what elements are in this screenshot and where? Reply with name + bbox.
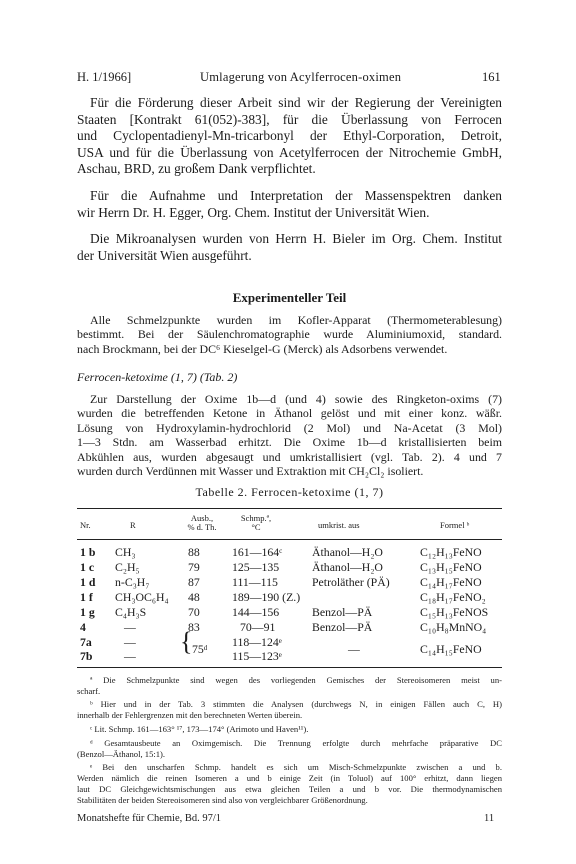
footnote-line: innerhalb der Fehlergrenzen mit den berechneten Werten überein. [77,710,303,720]
cell-mp: 189—190 (Z.) [232,590,301,604]
text-line: wurden die betreffenden Ketone in Äthanol gelöst und mit einer konz. wäßr. [77,406,502,421]
cell-mp-7b: 115—123ᵉ [232,649,282,663]
subsection-heading: Ferrocen-ketoxime (1, 7) (Tab. 2) [77,370,238,384]
cell-nr: 1 g [80,605,95,619]
footnote-line: ᶜ Lit. Schmp. 161—163° ¹⁷, 173—174° (Arimoto und Haven¹¹). [90,724,309,734]
header-solvent: umkrist. aus [318,520,360,530]
cell-r: CH₃OC₆H₄ [115,590,169,604]
running-header-title: Umlagerung von Acylferrocen-oximen [200,70,402,84]
text-line: Die Mikroanalysen wurden von Herrn H. Bieler im Org. Chem. Institut [90,231,502,246]
header-mp [226,514,286,532]
cell-formula: C₁₄H₁₇FeNO [420,575,482,589]
footnote-line: (Benzol—Äthanol, 15:1). [77,749,166,759]
footnote-line: ᵉ Bei den unscharfen Schmp. handelt es sich um Misch-Schmelzpunkte zwischen a und b. [90,762,502,772]
cell-nr: 1 b [80,545,96,559]
header-nr: Nr. [80,520,91,530]
footnote-b [77,699,502,721]
cell-mp-7a: 118—124ᵉ [232,635,282,649]
cell-yield: 87 [188,575,200,589]
cell-formula-7: C₁₄H₁₅FeNO [420,642,482,656]
cell-nr: 1 c [80,560,95,574]
cell-r: n-C₃H₇ [115,575,150,589]
cell-formula: C₁₈H₁₇FeNO₂ [420,590,486,604]
ack-paragraph-2 [77,188,502,221]
ack-paragraph-1 [77,95,502,178]
cell-formula: C₁₅H₁₃FeNOS [420,605,489,619]
footnote-line: ᵈ Gesamtausbeute an Oximgemisch. Die Trennung erfolgte durch mehrfache präparative DC [90,738,502,748]
table-header-rule [77,539,502,540]
cell-nr-7a: 7a [80,635,92,649]
cell-solvent: Äthanol—H₂O [312,560,383,574]
text-line: Staaten [Kontrakt 61(052)-383], für die Überlassung von Ferrocen [77,111,502,127]
cell-solvent: Äthanol—H₂O [312,545,383,559]
procedure-paragraph [77,392,502,478]
footnote-a [77,675,502,697]
ack-paragraph-3 [77,231,502,264]
cell-mp: 111—115 [232,575,278,589]
text-line: Für die Förderung dieser Arbeit sind wir der Regierung der Vereinigten [90,95,502,110]
cell-nr: 1 f [80,590,93,604]
footnote-line: ª Die Schmelzpunkte sind wegen des vorliegenden Gemisches der Stereoisomeren meist un- [90,675,502,685]
table-bottom-rule [77,667,502,668]
footnote-line: Stabilitäten der beiden Stereoisomeren sind also von vergleichbarer Größenordnung. [77,795,368,805]
header-yield [180,514,224,532]
footnote-d [77,738,502,760]
footnote-c [77,724,502,735]
cell-formula: C₁₃H₁₅FeNO [420,560,482,574]
cell-mp: 161—164ᶜ [232,545,283,559]
footnote-line: ᵇ Hier und in der Tab. 3 stimmten die Analysen (durchwegs N, in einigen Fällen auch C, H) [90,699,502,709]
page-number: 161 [482,70,501,84]
brace-symbol: { [180,627,193,656]
text-line: Für die Aufnahme und Interpretation der Massenspektren danken [90,188,502,203]
cell-nr: 1 d [80,575,96,589]
cell-solvent: Benzol—PÄ [312,620,373,634]
text-line: Abkühlen aus, wurden abgesaugt und umkristallisiert (vgl. Tab. 2). 4 und 7 [77,449,502,464]
table-caption: Tabelle 2. Ferrocen-ketoxime (1, 7) [195,485,384,499]
journal-footer: Monatshefte für Chemie, Bd. 97/1 [77,813,222,824]
header-formula: Formel ᵇ [440,520,470,530]
footnote-line: laut DC Gleichgewichtsmischungen aus etwa gleichen Teilen a und b vor. Die thermodynamischen [77,784,502,794]
text-line: Alle Schmelzpunkte wurden im Kofler-Apparat (Thermometerablesung) [90,313,502,327]
cell-nr: 4 [80,620,86,634]
cell-formula: C₁₂H₁₃FeNO [420,545,482,559]
cell-solvent-7: — [348,642,360,656]
cell-mp: 70—91 [240,620,276,634]
cell-formula: C₁₀H₈MnNO₄ [420,620,487,634]
text-line: 1—3 Stdn. am Wasserbad erhitzt. Die Oxime 1b—d kristallisierten beim [77,435,502,450]
cell-yield: 83 [188,620,200,634]
cell-mp: 144—156 [232,605,280,619]
cell-r: — [124,620,136,634]
cell-yield: 70 [188,605,200,619]
text-line: USA und für die Überlassung von Acetylferrocen der Nitrochemie GmbH, [77,144,502,160]
header-mp-line1: Schmp.ª, [240,513,272,523]
footnote-line: scharf. [77,686,101,696]
cell-solvent: Petroläther (PÄ) [312,575,390,589]
header-yield-line2: % d. Th. [187,522,217,532]
cell-yield: 88 [188,545,200,559]
footnote-e [77,762,502,806]
footnote-line: Werden nämlich die reinen Isomeren a und b einige Zeit (in Toluol) auf 100° erhitzt, dann liegen [77,773,502,783]
text-line: und Cyclopentadienyl-Mn-tricarbonyl der Ethyl-Corporation, Detroit, [77,128,502,144]
intro-paragraph [77,313,502,356]
text-line: wir Herrn Dr. H. Egger, Org. Chem. Institut der Universität Wien. [77,204,430,220]
cell-nr-7b: 7b [80,649,93,663]
cell-yield: 48 [188,590,200,604]
header-r: R [130,520,136,530]
section-heading: Experimenteller Teil [232,290,347,305]
text-line: Lösung von Hydroxylamin-hydrochlorid (2 Mol) und Na-Acetat (3 Mol) [77,420,502,435]
table-top-rule [77,508,502,509]
cell-r: C₂H₅ [115,560,140,574]
cell-yield: 79 [188,560,200,574]
text-line: Zur Darstellung der Oxime 1b—d (und 4) sowie des Ringketon-oxims (7) [90,392,502,406]
cell-r: CH₃ [115,545,136,559]
text-line: der Universität Wien ausgeführt. [77,247,252,263]
sheet-signature: 11 [484,813,495,824]
text-line: nach Brockmann, bei der DC⁶ Kieselgel-G (Merck) als Adsorbens verwendet. [77,341,448,356]
cell-r-7a: — [124,635,136,649]
text-line: bestimmt. Bei der Säulenchromatographie wurde Aluminiumoxid, standard. [77,327,502,342]
header-yield-line1: Ausb., [190,513,214,523]
text-line: wurden durch Verdünnen mit Wasser und Extraktion mit CH₂Cl₂ isoliert. [77,464,424,479]
cell-solvent: Benzol—PÄ [312,605,373,619]
cell-r: C₄H₃S [115,605,147,619]
cell-mp: 125—135 [232,560,280,574]
cell-r-7b: — [124,649,136,663]
running-header-left: H. 1/1966] [77,70,132,84]
cell-yield-7: 75ᵈ [192,642,208,656]
header-mp-line2: °C [251,522,261,532]
text-line: Aschau, BRD, zu großem Dank verpflichtet. [77,161,316,177]
